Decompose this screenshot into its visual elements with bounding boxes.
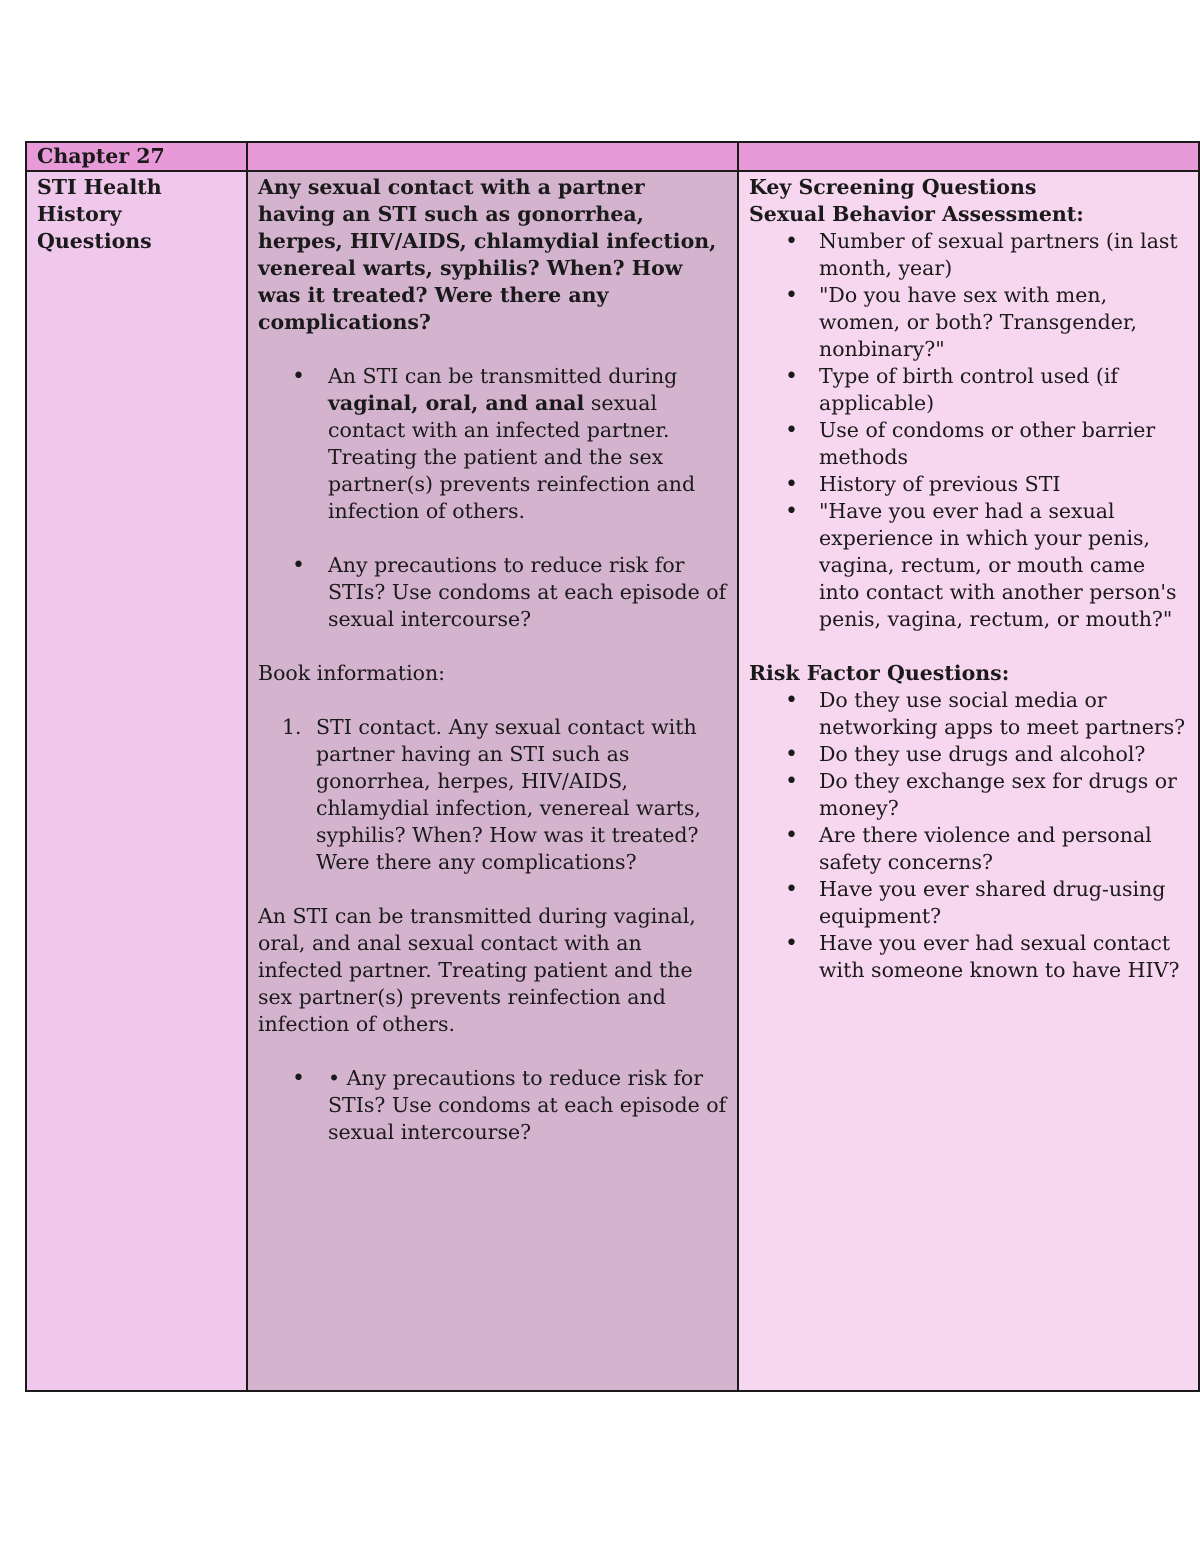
history-intro: Any sexual contact with a partner having an STI such as gonorrhea, herpes, HIV/AIDS, chlamydial infection, venereal warts, syphilis? When? How was it treated? Were there any complications?: [258, 175, 717, 334]
history-cell: [247, 171, 738, 1391]
topic-cell: [26, 171, 247, 1391]
list-text: STI contact. Any sexual contact with partner having an STI such as gonorrhea, herpes, HIV/AIDS, chlamydial infection, venereal warts, syphilis? When? How was it treated? Were there any complications?: [316, 715, 701, 874]
list-number: 1.: [282, 715, 302, 739]
section-heading-risk-factors: Risk Factor Questions:: [749, 661, 1010, 685]
list-item: • Type of birth control used (if applicable): [749, 363, 1188, 417]
list-item: [258, 363, 727, 525]
book-paragraph: An STI can be transmitted during vaginal, oral, and anal sexual contact with an infected partner. Treating patient and the sex partner(s) prevents reinfection and infection of others.: [258, 904, 696, 1036]
header-row: [26, 142, 1199, 171]
screening-cell: [738, 171, 1199, 1391]
bullet-text: An STI can be transmitted during: [328, 364, 678, 388]
sexual-behavior-list: [749, 228, 1188, 633]
list-item: • Do they exchange sex for drugs or money?: [749, 768, 1188, 822]
bullet-text: sexual contact with an infected partner. Treating the patient and the sex partner(s) prevents reinfection and infection of others.: [328, 391, 696, 523]
book-numbered-list: [258, 714, 727, 876]
content-row: [26, 171, 1199, 1391]
list-item: • Do they use social media or networking apps to meet partners?: [749, 687, 1188, 741]
screening-title-text: Key Screening Questions: [749, 175, 1037, 199]
chapter-table: [25, 141, 1200, 1392]
book-info-label: Book information:: [258, 661, 446, 685]
header-cell-2: [247, 142, 738, 171]
screening-title: [749, 174, 1188, 201]
topic-title: STI Health History Questions: [37, 175, 162, 253]
list-item: • Any precautions to reduce risk for STIs? Use condoms at each episode of sexual intercourse?: [258, 552, 727, 633]
list-item: • History of previous STI: [749, 471, 1188, 498]
section-heading-sexual-behavior: Sexual Behavior Assessment:: [749, 202, 1084, 226]
header-cell-chapter: Chapter 27: [26, 142, 247, 171]
list-item: • • Any precautions to reduce risk for STIs? Use condoms at each episode of sexual intercourse?: [258, 1065, 727, 1146]
bullet-bold-text: vaginal, oral, and anal: [328, 391, 585, 415]
list-item: • Number of sexual partners (in last month, year): [749, 228, 1188, 282]
list-item: • Use of condoms or other barrier methods: [749, 417, 1188, 471]
list-item: • Have you ever had sexual contact with someone known to have HIV?: [749, 930, 1188, 984]
history-bullets: [258, 363, 727, 633]
list-item: [258, 714, 727, 876]
list-item: • Have you ever shared drug-using equipment?: [749, 876, 1188, 930]
risk-factor-list: [749, 687, 1188, 984]
list-item: • Do they use drugs and alcohol?: [749, 741, 1188, 768]
book-bullets: [258, 1065, 727, 1146]
list-item: • Are there violence and personal safety concerns?: [749, 822, 1188, 876]
list-item: • "Do you have sex with men, women, or both? Transgender, nonbinary?": [749, 282, 1188, 363]
list-item: • "Have you ever had a sexual experience in which your penis, vagina, rectum, or mouth came into contact with another person's penis, vagina, rectum, or mouth?": [749, 498, 1188, 633]
header-cell-3: [738, 142, 1199, 171]
